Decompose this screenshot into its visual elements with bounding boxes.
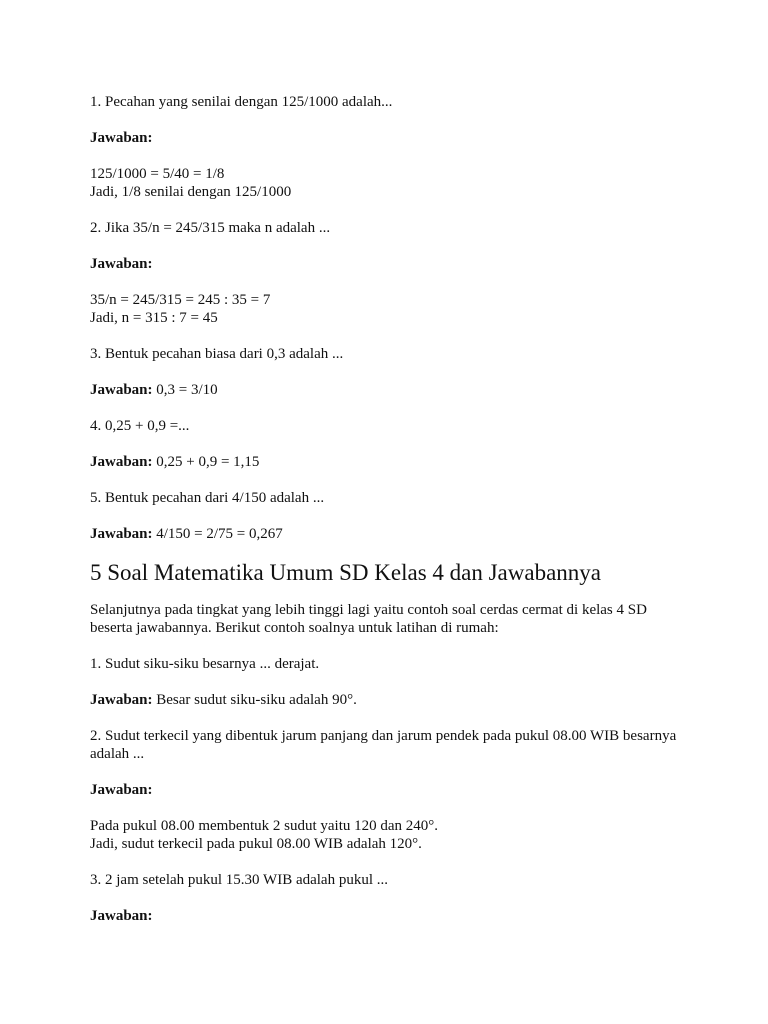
answer-2-line-2: Jadi, n = 315 : 7 = 45 xyxy=(90,310,218,326)
answer-3 xyxy=(90,381,690,399)
question-2: 2. Jika 35/n = 245/315 maka n adalah ... xyxy=(90,220,331,236)
answer-2-line-1: 35/n = 245/315 = 245 : 35 = 7 xyxy=(90,292,271,308)
section-intro: Selanjutnya pada tingkat yang lebih tinggi lagi yaitu contoh soal cerdas cermat di kelas 4 SD beserta jawabannya. Berikut contoh soalnya untuk latihan di rumah: xyxy=(90,602,647,636)
question-4: 4. 0,25 + 0,9 =... xyxy=(90,418,190,434)
answer-2-2 xyxy=(90,817,690,853)
answer-label-2-2: Jawaban: xyxy=(90,782,153,798)
answer-label-4: Jawaban: xyxy=(90,454,153,470)
answer-2-2-line-2: Jadi, sudut terkecil pada pukul 08.00 WIB adalah 120°. xyxy=(90,836,422,852)
answer-5-text: 4/150 = 2/75 = 0,267 xyxy=(152,526,283,542)
answer-label-5: Jawaban: xyxy=(90,526,153,542)
question-2-2: 2. Sudut terkecil yang dibentuk jarum panjang dan jarum pendek pada pukul 08.00 WIB besarnya adalah ... xyxy=(90,728,677,762)
answer-label-2-1: Jawaban: xyxy=(90,692,153,708)
answer-1-line-1: 125/1000 = 5/40 = 1/8 xyxy=(90,166,225,182)
question-5: 5. Bentuk pecahan dari 4/150 adalah ... xyxy=(90,490,325,506)
answer-1-line-2: Jadi, 1/8 senilai dengan 125/1000 xyxy=(90,184,292,200)
answer-2-1 xyxy=(90,691,690,709)
answer-3-text: 0,3 = 3/10 xyxy=(152,382,218,398)
answer-4-text: 0,25 + 0,9 = 1,15 xyxy=(152,454,260,470)
question-3: 3. Bentuk pecahan biasa dari 0,3 adalah ... xyxy=(90,346,344,362)
document-body xyxy=(90,93,690,943)
answer-label-3: Jawaban: xyxy=(90,382,153,398)
answer-label-2: Jawaban: xyxy=(90,256,153,272)
answer-1 xyxy=(90,165,690,201)
answer-2-1-text: Besar sudut siku-siku adalah 90°. xyxy=(152,692,357,708)
answer-label-2-3: Jawaban: xyxy=(90,908,153,924)
question-1: 1. Pecahan yang senilai dengan 125/1000 adalah... xyxy=(90,94,393,110)
answer-5 xyxy=(90,525,690,543)
answer-2-2-line-1: Pada pukul 08.00 membentuk 2 sudut yaitu 120 dan 240°. xyxy=(90,818,439,834)
answer-2 xyxy=(90,291,690,327)
section-title: 5 Soal Matematika Umum SD Kelas 4 dan Jawabannya xyxy=(90,560,601,585)
answer-4 xyxy=(90,453,690,471)
answer-label-1: Jawaban: xyxy=(90,130,153,146)
question-2-3: 3. 2 jam setelah pukul 15.30 WIB adalah pukul ... xyxy=(90,872,389,888)
question-2-1: 1. Sudut siku-siku besarnya ... derajat. xyxy=(90,656,320,672)
